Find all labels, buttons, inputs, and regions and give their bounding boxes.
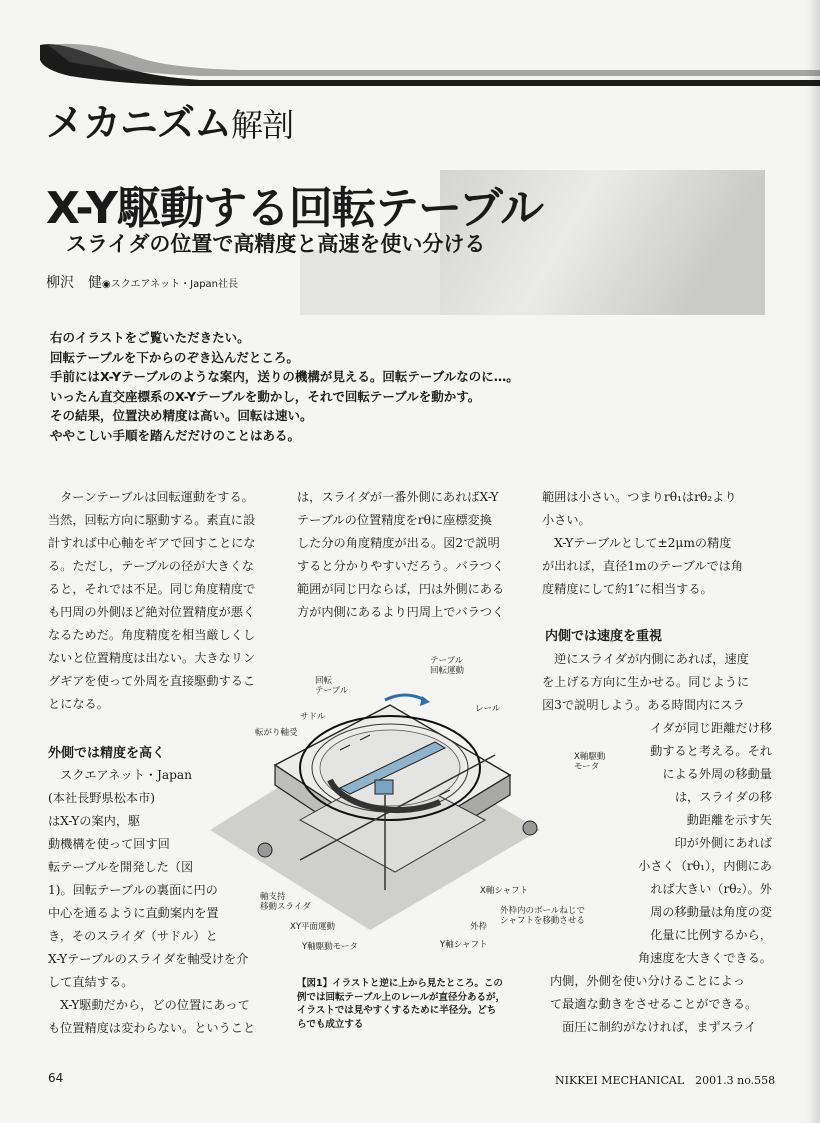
body-line: した分の角度精度が出る。図2で説明: [297, 536, 500, 550]
body-line: して直結する。: [48, 975, 134, 989]
body-line: なるためだ。角度精度を相当厳しくし: [48, 628, 256, 642]
body-line: はX-Yの案内，駆: [48, 814, 141, 828]
article-title: X-Y駆動する回転テーブル: [46, 183, 544, 234]
body-line: 中心を通るように直動案内を置: [48, 906, 219, 920]
body-line: X-Y駆動だから，どの位置にあって: [48, 998, 250, 1012]
body-line: 面圧に制約がなければ，まずスライ: [550, 1020, 757, 1034]
body-line: が出れば，直径1mのテーブルでは角: [542, 559, 744, 573]
body-line: スクエアネット・Japan: [48, 768, 193, 782]
body-line: 内側，外側を使い分けることによっ: [550, 974, 745, 988]
body-line: 度精度にして約1″に相当する。: [542, 582, 713, 596]
figure-1-caption: [297, 977, 527, 1031]
body-line: X-Yテーブルとして±2μmの精度: [542, 536, 732, 550]
series-title-light: 解剖: [231, 106, 294, 144]
body-line: とになる。: [48, 697, 109, 711]
label-x-motor: [574, 752, 605, 772]
body-line: ると，それでは不足。同じ角度精度で: [48, 582, 256, 596]
body-line: き，そのスライダ（サドル）と: [48, 929, 218, 943]
body-line: 印が外側にあれば: [674, 836, 772, 850]
author-line: [46, 272, 238, 292]
body-line: (本社長野県松本市): [48, 791, 156, 805]
body-line: 小さく（rθ₁），内側にあ: [638, 859, 772, 873]
author-name: 柳沢 健: [46, 275, 102, 291]
label-x-shaft: X軸シャフト: [480, 886, 529, 896]
hero-photo-shadow: [300, 250, 440, 315]
body-line: 動すると考える。それ: [650, 744, 772, 758]
body-line: 小さい。: [542, 513, 591, 527]
label-xy-motion: XY平面運動: [290, 922, 336, 932]
lead-line: ややこしい手順を踏んだだけのことはある。: [50, 427, 301, 443]
lead-line: 手前にはX-Yテーブルのような案内，送りの機構が見える。回転テーブルなのに…。: [50, 369, 519, 384]
body-line: れば大きい（rθ₂）。外: [650, 882, 772, 896]
body-line: 範囲は小さい。つまりrθ₁はrθ₂より: [542, 490, 737, 504]
body-line: X-Yテーブルのスライダを軸受けを介: [48, 952, 249, 966]
label-text: テーブル 回転運動: [430, 656, 465, 676]
body-column-3: [542, 486, 777, 601]
section-heading-outer: 外側では精度を高く: [48, 746, 166, 761]
label-bearing-slider: [260, 892, 311, 912]
lead-line: 回転テーブルを下からのぞき込んだところ。: [50, 349, 299, 365]
label-pivot-bearing: 転がり軸受: [255, 728, 298, 738]
body-line: テーブルの位置精度をrθに座標変換: [297, 513, 492, 527]
body-line: ないと位置精度は出ない。大きなリン: [48, 651, 256, 665]
label-text: X軸駆動 モータ: [574, 752, 606, 772]
body-line: 動機構を使って回す回: [48, 837, 170, 851]
series-title: [46, 92, 293, 147]
label-y-shaft: Y軸シャフト: [440, 940, 488, 950]
body-line: 動距離を示す矢: [686, 813, 772, 827]
label-text: 外枠内のボールねじで シャフトを移動させる: [500, 906, 585, 926]
body-line: 転テーブルを開発した（図: [48, 860, 194, 874]
author-role: ◉スクエアネット・Japan社長: [102, 279, 239, 290]
scan-edge-shadow: [806, 0, 820, 1123]
body-line: 計すれば中心軸をギアで回すことにな: [48, 536, 256, 550]
body-column-3-part-2: [542, 648, 777, 717]
series-title-bold: メカニズム: [46, 101, 232, 145]
publication-info: NIKKEI MECHANICAL 2001.3 no.558: [555, 1074, 776, 1087]
body-line: 図3で説明しよう。ある時間内にスラ: [542, 698, 745, 712]
body-line: 範囲が同じ円ならば，円は外側にある: [297, 582, 505, 596]
label-outer-frame: 外枠: [470, 922, 488, 932]
body-line: を上げる方向に生かせる。同じように: [542, 675, 750, 689]
body-line: すると分かりやすいだろう。バラつく: [297, 559, 505, 573]
section-heading-inner: 内側では速度を重視: [545, 629, 663, 644]
page-number: 64: [48, 1071, 64, 1085]
body-line: て最適な動きをさせることができる。: [550, 997, 758, 1011]
body-line: 1)。回転テーブルの裏面に円の: [48, 883, 218, 897]
body-line: イダが同じ距離だけ移: [650, 721, 772, 735]
label-rotating-table: [315, 676, 348, 696]
body-line: も円周の外側ほど絶対位置精度が悪く: [48, 605, 256, 619]
header-swoosh: [0, 0, 820, 95]
lead-paragraph: [50, 328, 570, 445]
label-saddle: サドル: [300, 712, 326, 722]
body-line: 周の移動量は角度の変: [650, 905, 772, 919]
caption-line: 【図1】イラストと逆に上から見たところ。この: [297, 978, 503, 989]
body-line: は，スライダの移: [674, 790, 772, 804]
article-subtitle: スライダの位置で高精度と高速を使い分ける: [66, 231, 486, 256]
body-line: 当然，回転方向に駆動する。素直に設: [48, 513, 256, 527]
body-line: 角速度を大きくできる。: [637, 951, 772, 965]
label-ball-screw: [500, 906, 585, 926]
body-line: 逆にスライダが内側にあれば，速度: [542, 652, 749, 666]
body-line: も位置精度は変わらない。ということ: [48, 1021, 256, 1035]
lead-line: いったん直交座標系のX-Yテーブルを動かし，それで回転テーブルを動かす。: [50, 388, 481, 404]
label-rail: レール: [475, 704, 501, 714]
body-column-2: [297, 486, 527, 624]
caption-line: イラストでは見やすくするために半径分。どち: [297, 1005, 497, 1016]
body-line: 化量に比例するから，: [650, 928, 772, 942]
lead-line: その結果，位置決め精度は高い。回転は速い。: [50, 408, 313, 423]
label-y-motor: Y軸駆動モータ: [302, 942, 358, 952]
label-text: 軸支持 移動スライダ: [260, 892, 311, 912]
body-column-1-part-3: [48, 994, 255, 1040]
lead-line: 右のイラストをご覧いただきたい。: [50, 330, 250, 345]
caption-line: 例では回転テーブル上のレールが直径分あるが，: [297, 991, 505, 1003]
body-line: 方が内側にあるより円周上でバラつく: [297, 605, 505, 619]
body-line: は，スライダが一番外側にあればX-Y: [297, 490, 499, 504]
body-line: グギアを使って外周を直接駆動するこ: [48, 674, 256, 688]
body-line: る。ただし，テーブルの径が大きくな: [48, 559, 255, 573]
body-column-3-part-3: [550, 970, 770, 1039]
caption-line: らでも成立する: [297, 1018, 364, 1030]
body-line: による外周の移動量: [662, 767, 772, 781]
label-table-rotation: [430, 656, 464, 676]
body-line: ターンテーブルは回転運動をする。: [48, 490, 254, 504]
label-text: 回転 テーブル: [315, 676, 349, 696]
